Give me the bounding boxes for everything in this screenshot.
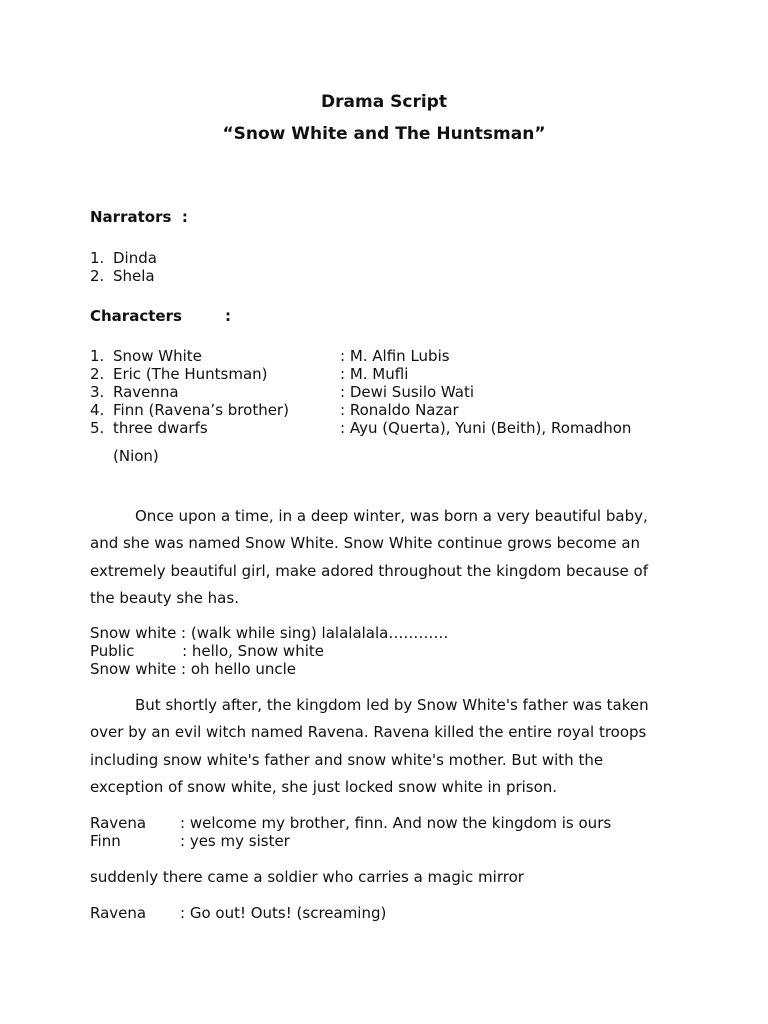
character-actor: : Ayu (Querta), Yuni (Beith), Romadhon (340, 419, 632, 437)
character-actor: : M. Mufli (340, 365, 409, 383)
dialogue-speaker: Ravena (90, 814, 147, 832)
character-actor: : Ronaldo Nazar (340, 401, 459, 419)
dialogue-text: : Go out! Outs! (screaming) (180, 904, 387, 922)
narrator-name: Dinda (113, 249, 157, 267)
list-item (90, 249, 157, 267)
narrators-list (90, 249, 157, 285)
list-item (90, 267, 157, 285)
dialogue-speaker: Ravena (90, 904, 147, 922)
list-number: 4. (90, 401, 105, 419)
dialogue-line: Public : hello, Snow white (90, 642, 324, 660)
dialogue-text: : welcome my brother, finn. And now the kingdom is ours (180, 814, 612, 832)
narration-line: suddenly there came a soldier who carries a magic mirror (90, 868, 524, 886)
list-number: 5. (90, 419, 105, 437)
dialogue-line (90, 814, 611, 832)
dialogue-speaker: Finn (90, 832, 121, 850)
dialogue-block (90, 904, 386, 922)
list-number: 1. (90, 249, 105, 267)
narrator-name: Shela (113, 267, 155, 285)
character-role: Snow White (113, 347, 202, 365)
dialogue-block (90, 624, 448, 678)
list-item (90, 365, 631, 383)
dialogue-text: : yes my sister (180, 832, 290, 850)
characters-heading: Characters (90, 307, 182, 325)
character-role: Ravenna (113, 383, 179, 401)
list-number: 1. (90, 347, 105, 365)
character-actor: : Dewi Susilo Wati (340, 383, 475, 401)
story-paragraph: But shortly after, the kingdom led by Snow White's father was taken over by an evil witch named Ravena. Ravena killed the entire royal troops including snow white's father and snow white's mother. But with the exception of snow white, she just locked snow white in prison. (90, 696, 649, 796)
character-role: Eric (The Huntsman) (113, 365, 268, 383)
list-number: 3. (90, 383, 105, 401)
characters-heading-colon: : (225, 307, 231, 325)
dialogue-line (90, 832, 611, 850)
dialogue-line: Snow white : oh hello uncle (90, 660, 297, 678)
list-item (90, 383, 631, 401)
dialogue-line (90, 904, 386, 922)
dialogue-line: Snow white : (walk while sing) lalalalala………… (90, 624, 449, 642)
character-actor: : M. Alfin Lubis (340, 347, 450, 365)
list-item (90, 419, 631, 437)
list-item (90, 401, 631, 419)
narrators-heading: Narrators : (90, 208, 188, 226)
document-title: Drama Script (321, 92, 447, 112)
document-subtitle: “Snow White and The Huntsman” (222, 124, 546, 144)
character-role: three dwarfs (113, 419, 208, 437)
list-number: 2. (90, 267, 105, 285)
list-item (90, 347, 631, 365)
story-paragraph: Once upon a time, in a deep winter, was born a very beautiful baby, and she was named Snow White. Snow White continue grows become an extremely beautiful girl, make adored throughout the kingdom because of the beauty she has. (90, 507, 649, 607)
character-actor-continuation: (Nion) (113, 447, 159, 465)
character-role: Finn (Ravena’s brother) (113, 401, 289, 419)
characters-list (90, 347, 631, 437)
list-number: 2. (90, 365, 105, 383)
dialogue-block (90, 814, 611, 850)
